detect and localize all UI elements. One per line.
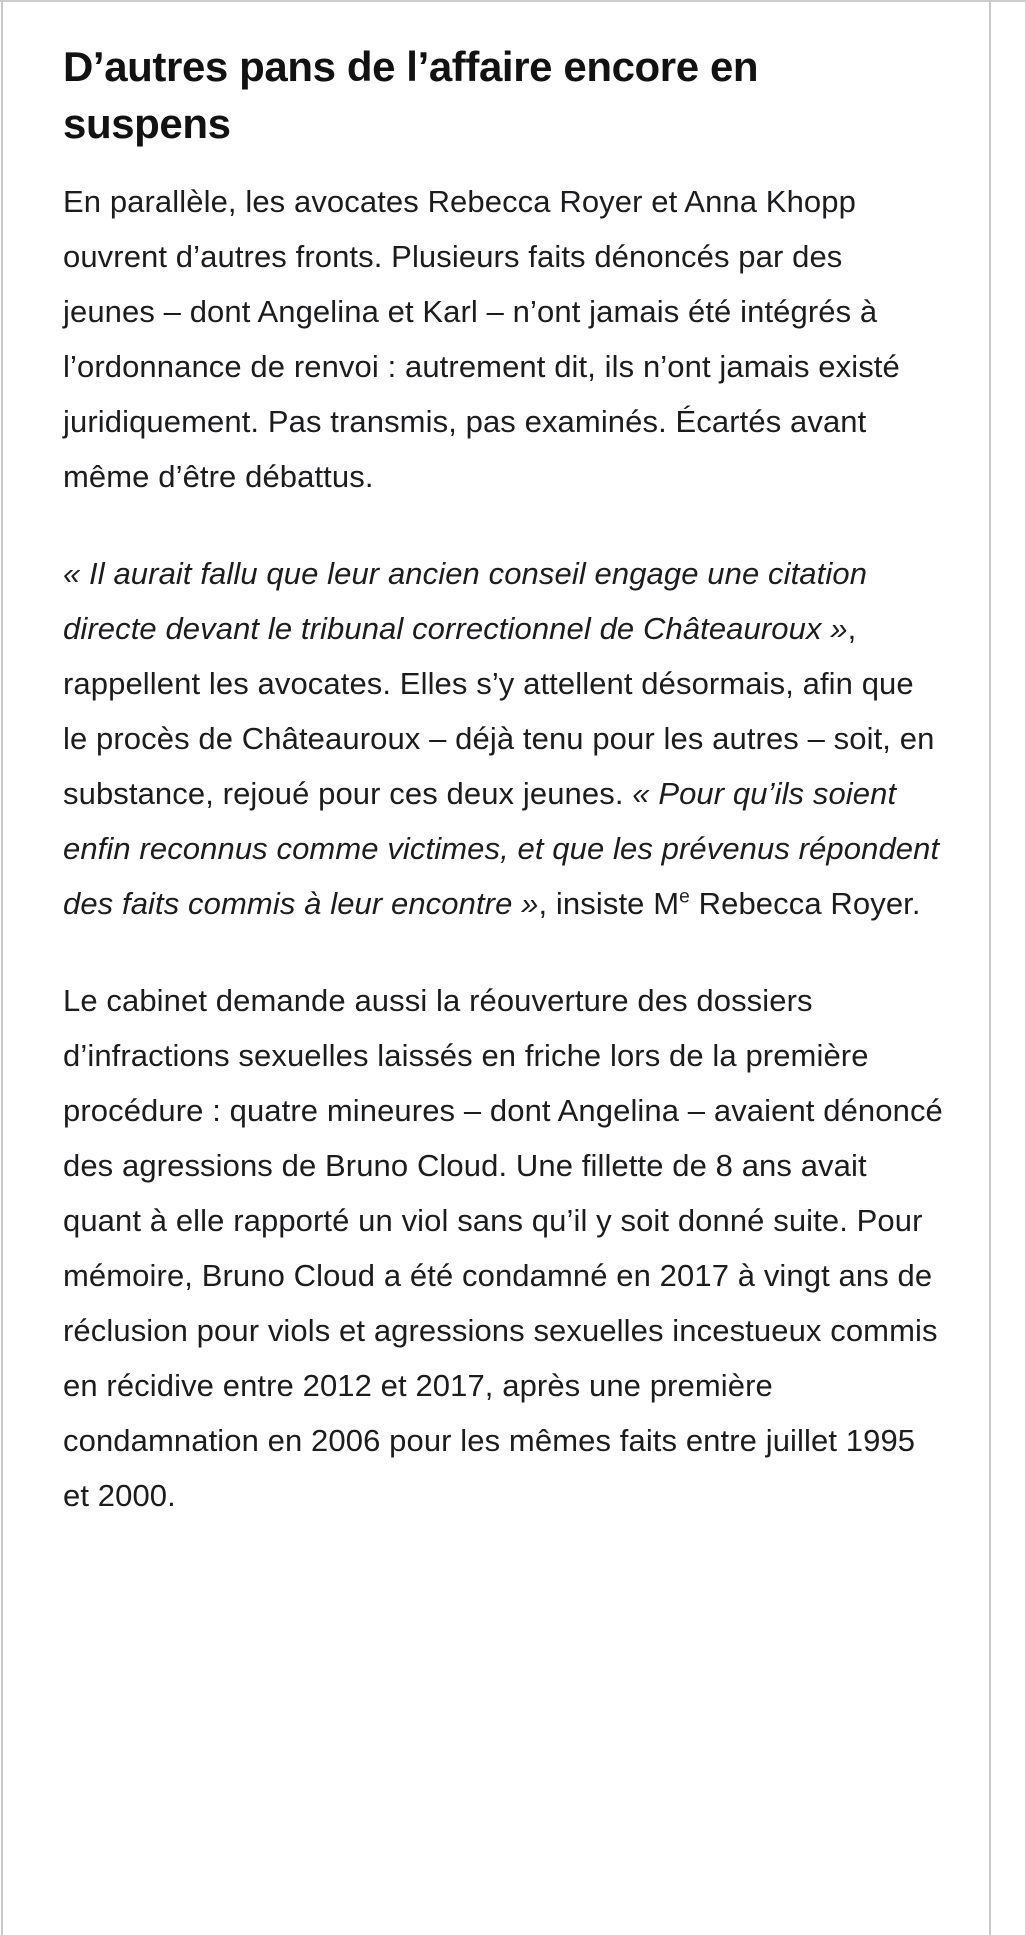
section-heading: D’autres pans de l’affaire encore en suspens xyxy=(63,43,759,147)
article-paragraph-2: « Il aurait fallu que leur ancien conseil engage une citation directe devant le tribunal correctionnel de Châteauroux », rappellent les avocates. Elles s’y attellent désormais, afin que le procès de Châteauroux – déjà tenu pour les autres – soit, en substance, rejoué pour ces deux jeunes. « Pour qu’ils soient enfin reconnus comme victimes, et que les prévenus répondent des faits commis à leur encontre », insiste Me Rebecca Royer. xyxy=(63,556,940,921)
left-border-rule xyxy=(1,0,3,1935)
article-paragraph-1: En parallèle, les avocates Rebecca Royer et Anna Khopp ouvrent d’autres fronts. Plusieurs faits dénoncés par des jeunes – dont Angelina et Karl – n’ont jamais été intégrés à l’ordonnance de renvoi : autrement dit, ils n’ont jamais existé juridiquement. Pas transmis, pas examinés. Écartés avant même d’être débattus. xyxy=(63,184,900,494)
article-body xyxy=(63,0,943,1565)
right-border-rule xyxy=(989,0,991,1935)
article-paragraph-3: Le cabinet demande aussi la réouverture des dossiers d’infractions sexuelles laissés en friche lors de la première procédure : quatre mineures – dont Angelina – avaient dénoncé des agressions de Bruno Cloud. Une fillette de 8 ans avait quant à elle rapporté un viol sans qu’il y soit donné suite. Pour mémoire, Bruno Cloud a été condamné en 2017 à vingt ans de réclusion pour viols et agressions sexuelles incestueux commis en récidive entre 2012 et 2017, après une première condamnation en 2006 pour les mêmes faits entre juillet 1995 et 2000. xyxy=(63,983,943,1513)
